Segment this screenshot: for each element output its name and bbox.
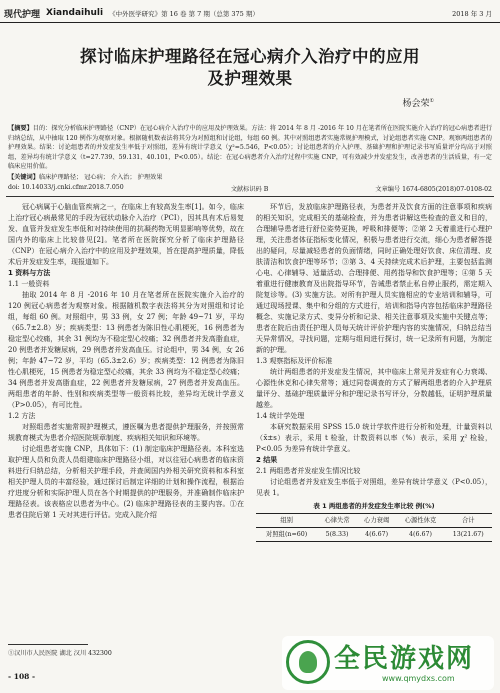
keywords — [8, 172, 492, 181]
table-1 — [256, 513, 492, 542]
table-header-cell: 组别 — [280, 517, 293, 524]
body-paragraph: 对照组患者实施常规护理模式，遵医嘱为患者提供护理服务，并按照常规教育模式为患者介绍医院规章制度、疾病相关知识和环境等。 — [8, 423, 244, 442]
abstract-label: 【摘要】 — [8, 125, 33, 132]
table-1-title: 表 1 两组患者的并发症发生率比较 例(%) — [313, 502, 435, 510]
journal-name-pinyin: Xiandaihuli — [46, 8, 104, 18]
doi: doi: 10.14033/j.cnki.cfmr.2018.7.050 — [8, 184, 124, 191]
journal-issue: 《中外医学研究》第 16 卷 第 7 期（总第 375 期） — [109, 9, 259, 18]
subsection-heading: 1.2 方法 — [8, 412, 36, 420]
article-number: 文章编号 1674-6805(2018)07-0108-02 — [375, 186, 492, 193]
abstract — [8, 124, 492, 172]
issue-date: 2018 年 3 月 — [452, 9, 492, 18]
body-paragraph: 本研究数据采用 SPSS 15.0 统计学软件进行分析和处理，计量资料以（x̄±s）表示，采用 t 检验，计数资料以率（%）表示，采用 χ² 检验，P<0.05 为差异有统计学意义。 — [256, 423, 492, 453]
body-paragraph: 统计两组患者的并发症发生情况，其中临床上常见并发症有心力衰竭、心源性休克和心律失常等；通过同卷调查的方式了解两组患者的介入护理质量评分、基础护理质量评分和护理记录书写评分，分数越低，证明护理质量越差。 — [256, 368, 492, 409]
subsection-heading: 1.1 一般资料 — [8, 280, 50, 288]
footnote-rule — [8, 644, 88, 645]
keywords-label: 【关键词】 — [8, 174, 39, 181]
article-title — [30, 46, 470, 90]
table-header-cell: 心源性休克 — [404, 517, 437, 524]
section-heading: 1 资料与方法 — [8, 269, 51, 277]
table-row — [256, 528, 492, 542]
doi-line — [8, 184, 492, 193]
table-header-cell: 合计 — [461, 517, 475, 524]
author-affiliation-mark: ① — [429, 98, 434, 104]
body-column-left — [8, 202, 244, 521]
watermark-logo — [282, 636, 494, 690]
table-cell: 4(6.67) — [365, 531, 389, 538]
subsection-heading: 1.4 统计学处理 — [256, 412, 305, 420]
table-cell: 对照组(n=60) — [266, 531, 308, 538]
table-cell: 4(6.67) — [409, 531, 432, 538]
title-line-1: 探讨临床护理路径在冠心病介入治疗中的应用 — [80, 47, 420, 66]
right-column-paragraphs — [256, 202, 492, 499]
table-header-cell: 心律失常 — [324, 517, 350, 524]
section-heading: 2 结果 — [256, 456, 278, 464]
table-header-cell: 心力衰竭 — [364, 517, 390, 524]
table-cell: 5(8.33) — [325, 531, 349, 538]
abstract-rule — [6, 196, 494, 197]
watermark-url: www.qmydxs.com — [382, 674, 455, 683]
header-rule — [0, 22, 500, 23]
table-cell: 13(21.67) — [452, 531, 484, 538]
subsection-heading: 1.3 观察指标及评价标准 — [256, 357, 333, 365]
watermark-emblem-icon — [286, 640, 330, 684]
subsection-heading: 2.1 两组患者并发症发生情况比较 — [256, 467, 361, 475]
class-code: 文献标识码 B — [230, 186, 269, 193]
body-column-right — [256, 202, 492, 542]
journal-name-cn: 现代护理 — [4, 9, 41, 20]
watermark-name: 全民游戏网 — [334, 644, 475, 674]
body-paragraph: 冠心病属于心脑血管疾病之一，在临床上有较高发生率[1]。如今，临床上治疗冠心病最常见的手段为冠状动脉介入治疗（PCI），因其具有术后易复发、血管并发症发生率低和对持续使用的抗凝药物无明显影响等优势，故在国内外的临床上比较普见[2]。笔者所在医院探究分析了临床护理路径（CNP）在冠心病介入治疗中的应用及护理效果，旨在提高护理质量，降低术后并发症发生率，现报道如下。 — [8, 203, 244, 266]
body-paragraph: 讨论组患者并发症发生率低于对照组，差异有统计学意义（P<0.05），见表 1。 — [256, 478, 492, 497]
body-paragraph: 讨论组患者实施 CNP，具体如下：(1) 制定临床护理路径表。本科室选取护理人员和负责人员组建临床护理路径小组，对以往冠心病患者的临床资料进行归纳总结，分析相关护理手段，并查阅国内外相关研究资料和本科室相关护理人员的丰富经验，通过探讨后制定详细的计划和操作流程，根据治疗进度分析和实际护理人员在各个时期提供的护理服务，并准确制作临床护理路径表。该表格应以患者为中心。(2) 临床护理路径表的主要内容。①在患者住院后第 1 天对其进行评估。完成入院介绍 — [8, 445, 244, 519]
author-name: 杨会荣 — [402, 99, 430, 109]
table-body — [256, 528, 492, 542]
title-line-2: 及护理效果 — [207, 69, 293, 88]
body-paragraph: 环节后，发放临床护理路径表，为患者并及饮食方面的注意事项和疾病的相关知识，完成相关的基础检查，并为患者讲解这些检查的意义和目的，合理辅导患者进行舒位姿势更换，呼吸和排便等；②第 2 天着重进行心理护理，关注患者体征指标变化情况，积极与患者进行交流，细心为患者解答提出的疑问，尽量减轻患者的负面情绪，同时正确处理好饮食、床位清理、皮肤清洁和饮食护理等环节；③第 3、4 天持续完成术后护理，主要包括监测心电、心律辅导、适量活动、合理排便、用药指导和饮食护理等；④第 5 天着重进行健康教育及出院指导环节，告诫患者禁止私自停止服药，需定期入院复诊等。(3) 实施方法。对所有护理人员实施相应的专业培训和辅导，可通过现场授课、集中和分组的方式进行，培训和指导内容包括临床护理路径概念、实施记录方式、变异分析和记录、相关注意事项及实施中关键点等；患者在院后由责任护理人员每天统计评价护理内容的实施情况，归纳总结当天异常情况，寻找问题，定期与组间进行探讨，统一记录所有问题，为制定新的护理。 — [256, 203, 492, 354]
keywords-text: 临床护理路径； 冠心病； 介入治； 护理效果 — [38, 174, 163, 181]
table-header-row — [256, 514, 492, 528]
author — [403, 96, 435, 109]
body-paragraph: 抽取 2014 年 8 月 -2016 年 10 月在笔者所在医院实施介入治疗的 120 例冠心病患者为观察对象。根据随机数字表法将其分为对照组和讨论组，每组 60 例。对照组中，男 33 例，女 27 例；年龄 49~71 岁，平均（65.7±2.8）岁；疾病类型：13 例患者为陈旧性心肌梗死，16 例患者为稳定型心绞痛，其余 31 例均为不稳定型心绞痛；32 例患者并发高脂血症，20 例患者并发糖尿病，29 例患者并发高血压。讨论组中，男 34 例，女 26 例；年龄 47~72 岁，平均（65.3±2.6）岁；疾病类型：12 例患者为陈旧性心肌梗死，15 例患者为稳定型心绞痛，其余 33 例均为不稳定型心绞痛；34 例患者并发高脂血症，22 例患者并发糖尿病，27 例患者并发高血压。两组患者的年龄、性别和疾病类型等一般资料比较，差异均无统计学意义（P>0.05），有可比性。 — [8, 291, 244, 409]
abstract-text: 目的：探究分析临床护理路径（CNP）在冠心病介入治疗中的应用及护理效果。方法：将 2014 年 8 月 -2016 年 10 月在笔者所在医院实施介入治疗的冠心病患者进行归纳总结，从中抽取 120 例作为观察对象。根据随机数表法将其分为对照组和讨论组，每组 60 例。其中对照组患者实施常规护理模式，讨论组患者实施 CNP。观察两组患者的护理效果。结果：讨论组患者的并发症发生率低于对照组，差异有统计学意义（χ²=5.546，P<0.05）；讨论组患者的介入护理、基础护理和护理记录书写质量评分均高于对照组，差异均有统计学意义（t=27.739、59.131、40.101，P<0.05）。结论：在冠心病患者介入治疗过程中实施 CNP，可有效减少并发症发生，改善患者的生活质量，有一定临床应用价值。 — [8, 125, 493, 171]
running-header — [4, 6, 492, 20]
page-number: - 108 - — [8, 672, 36, 681]
footnote: ①汉川市人民医院 湖北 汉川 432300 — [8, 650, 112, 657]
